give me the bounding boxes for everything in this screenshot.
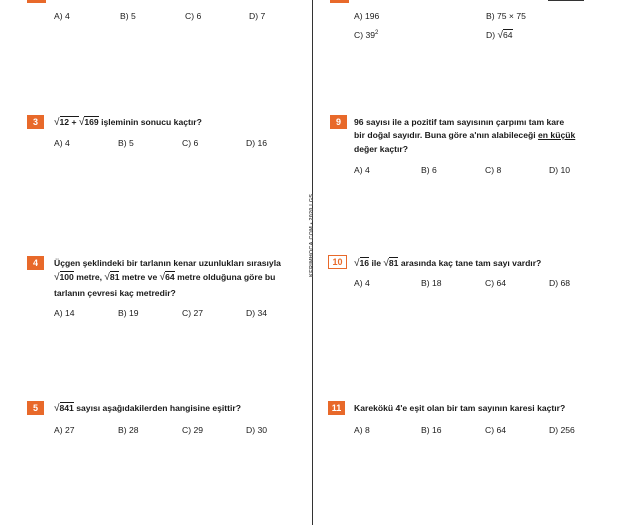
question-9-line-1: 96 sayısı ile a pozitif tam sayısının çarpımı tam kare — [354, 117, 565, 127]
q4-option-d[interactable]: D) 34 — [246, 308, 268, 318]
q10-option-c[interactable]: C) 64 — [485, 278, 507, 288]
q8-option-d-label: D) — [486, 30, 496, 40]
question-4-line-2 — [54, 270, 275, 285]
question-number-5: 5 — [27, 401, 44, 415]
q10-radicand-2: 81 — [388, 258, 399, 268]
sqrt-symbol: √81 — [383, 258, 399, 269]
sqrt-symbol: √64 — [159, 272, 175, 283]
sqrt-symbol: √12 + — [54, 117, 79, 128]
q8-option-c[interactable] — [354, 30, 378, 40]
question-10-text — [354, 256, 541, 271]
q8-option-c-exp: 2 — [375, 30, 379, 37]
q4-text-1: metre, — [73, 272, 105, 282]
sqrt-symbol: √169 — [78, 117, 99, 128]
q5-option-d[interactable]: D) 30 — [246, 425, 268, 435]
q4-radicand-1: 100 — [59, 272, 74, 282]
question-5-text — [54, 401, 241, 416]
q5-radicand: 841 — [59, 403, 74, 413]
q3-radicand-2: 169 — [84, 117, 99, 127]
q10-radicand-1: 16 — [359, 258, 370, 268]
q11-option-d[interactable]: D) 256 — [549, 425, 575, 435]
q9-option-c[interactable]: C) 8 — [485, 165, 502, 175]
q9-line-2-text: bir doğal sayıdır. Buna göre a'nın alabileceği — [354, 130, 538, 140]
q3-option-b[interactable]: B) 5 — [118, 138, 134, 148]
q2-option-b[interactable]: B) 5 — [120, 11, 136, 21]
q10-option-d[interactable]: D) 68 — [549, 278, 571, 288]
q10-option-b[interactable]: B) 18 — [421, 278, 442, 288]
question-4-line-3: tarlanın çevresi kaç metredir? — [54, 288, 176, 298]
question-number-9: 9 — [330, 115, 347, 129]
q3-option-d[interactable]: D) 16 — [246, 138, 268, 148]
question-9-line-3: değer kaçtır? — [354, 144, 408, 154]
question-number-10: 10 — [328, 255, 347, 269]
top-accent-right — [330, 0, 349, 3]
q8-option-d[interactable] — [486, 30, 513, 41]
q2-option-c[interactable]: C) 6 — [185, 11, 202, 21]
q5-option-c[interactable]: C) 29 — [182, 425, 204, 435]
q4-radicand-3: 64 — [165, 272, 175, 282]
q3-option-c[interactable]: C) 6 — [182, 138, 199, 148]
q4-text-3: metre olduğuna göre bu — [174, 272, 276, 282]
q4-option-a[interactable]: A) 14 — [54, 308, 75, 318]
q2-option-d[interactable]: D) 7 — [249, 11, 266, 21]
q10-text-1: ile — [369, 258, 384, 268]
q9-option-a[interactable]: A) 4 — [354, 165, 370, 175]
question-9-line-2 — [354, 128, 575, 142]
q2-option-a[interactable]: A) 4 — [54, 11, 70, 21]
sqrt-symbol: √841 — [54, 403, 74, 414]
question-4-line-1: Üçgen şeklindeki bir tarlanın kenar uzunlukları sırasıyla — [54, 258, 281, 268]
question-number-3: 3 — [27, 115, 44, 129]
q8-option-c-base: C) 39 — [354, 30, 376, 40]
q8-option-b[interactable]: B) 75 × 75 — [486, 11, 526, 21]
q3-stem: işleminin sonucu kaçtır? — [98, 117, 202, 127]
watermark-text: KERIMHOCA.COM • 2020 LGS — [309, 193, 315, 277]
q10-text-2: arasında kaç tane tam sayı vardır? — [398, 258, 542, 268]
q8-option-a[interactable]: A) 196 — [354, 11, 380, 21]
sqrt-symbol: √64 — [497, 30, 513, 41]
question-number-11: 11 — [328, 401, 345, 415]
question-11-text: Karekökü 4'e eşit olan bir tam sayının karesi kaçtır? — [354, 403, 566, 413]
sqrt-symbol: √16 — [354, 258, 370, 269]
q4-text-2: metre ve — [119, 272, 160, 282]
sqrt-symbol: √100 — [54, 272, 74, 283]
q4-option-b[interactable]: B) 19 — [118, 308, 139, 318]
q5-option-b[interactable]: B) 28 — [118, 425, 139, 435]
q11-option-b[interactable]: B) 16 — [421, 425, 442, 435]
q9-emphasis: en küçük — [538, 130, 576, 140]
q4-radicand-2: 81 — [109, 272, 120, 282]
q9-option-d[interactable]: D) 10 — [549, 165, 571, 175]
q4-option-c[interactable]: C) 27 — [182, 308, 204, 318]
q9-option-b[interactable]: B) 6 — [421, 165, 437, 175]
q5-option-a[interactable]: A) 27 — [54, 425, 75, 435]
q8-option-d-radicand: 64 — [502, 30, 513, 40]
q10-option-a[interactable]: A) 4 — [354, 278, 370, 288]
q11-option-a[interactable]: A) 8 — [354, 425, 370, 435]
top-accent-left — [27, 0, 46, 3]
top-rule — [548, 0, 584, 1]
q11-option-c[interactable]: C) 64 — [485, 425, 507, 435]
question-3-text — [54, 115, 202, 130]
q5-stem: sayısı aşağıdakilerden hangisine eşittir? — [73, 403, 242, 413]
question-number-4: 4 — [27, 256, 44, 270]
sqrt-symbol: √81 — [104, 272, 120, 283]
q3-radicand-1: 12 + — [59, 117, 79, 127]
q3-option-a[interactable]: A) 4 — [54, 138, 70, 148]
